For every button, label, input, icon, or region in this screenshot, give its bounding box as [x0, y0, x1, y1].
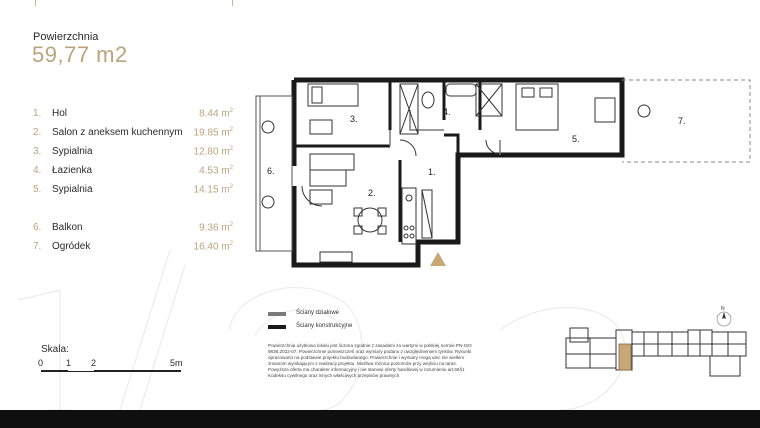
room-area: 14.15 $m^2$: [193, 184, 233, 196]
room-number: 3.: [33, 146, 42, 157]
room-area: 4.53 $m^2$: [199, 165, 233, 177]
room-name: Sypialnia: [52, 146, 93, 157]
plan-label-1: 1.: [428, 167, 436, 177]
area-value: 59,77 m2: [32, 42, 128, 67]
room-name: Balkon: [52, 222, 83, 233]
room-number: 5.: [33, 184, 42, 195]
footer-bar: [0, 410, 760, 428]
highlighted-unit: [619, 344, 631, 370]
scale-tick: 2: [91, 358, 97, 368]
plan-label-2: 2.: [368, 188, 376, 198]
room-number: 7.: [33, 241, 42, 252]
legend-partition: [268, 310, 388, 320]
scale-segment: [94, 370, 181, 372]
legend-structural: [268, 323, 388, 333]
area-label: Powierzchnia: [33, 31, 99, 43]
room-name: Salon z aneksem kuchennym: [52, 127, 183, 138]
room-number: 1.: [33, 108, 42, 119]
disclaimer-text: Powierzchnia użytkowa lokalu jest liczona zgodnie z zasadami za wartymi w polskiej normie PN-ISO 9836:2022-07. Powierzchnie pomieszczeń oraz wymiary podano z uwzględnieniem tynków. Rysunki opracowano na podstawie projektu budowlanego. Powierzchnie i wymiary mogą ulec nie wielkim zmianom wynikającym z realizacji projektu. Możliwa różnica poziomów przy wejściu na taras. Powyższa oferta ma charakter informacyjny i nie stanowi oferty handlowej w rozumieniu art.66§1 Kodeksu cywilnego oraz innych właściwych przepisów prawnych.: [268, 343, 472, 378]
room-name: Ogródek: [52, 241, 91, 252]
room-number: 2.: [33, 127, 42, 138]
room-row-ogrodek: [33, 241, 233, 255]
room-area: 9.36 $m^2$: [199, 222, 233, 234]
room-area: 12.80 $m^2$: [193, 146, 233, 158]
plan-label-6: 6.: [267, 166, 275, 176]
room-area: 16.40 $m^2$: [193, 241, 233, 253]
room-row-sypialnia-1: [33, 146, 233, 160]
floor-plan: [250, 70, 760, 275]
scale-label: Skala:: [41, 344, 69, 355]
room-area: 8.44 $m^2$: [199, 108, 233, 120]
room-number: 4.: [33, 165, 42, 176]
building-key-plan: [562, 322, 752, 382]
plan-label-4: 4.: [443, 107, 451, 117]
room-area: 19.85 $m^2$: [193, 127, 233, 139]
plan-label-3: 3.: [350, 114, 358, 124]
legend-swatch: [268, 325, 286, 329]
room-number: 6.: [33, 222, 42, 233]
room-name: Hol: [52, 108, 68, 119]
plan-label-7: 7.: [678, 116, 686, 126]
svg-text:N: N: [721, 306, 725, 312]
room-name: Sypialnia: [52, 184, 93, 195]
room-row-salon: [33, 127, 233, 141]
legend-text: Ściany konstrukcyjne: [296, 323, 353, 329]
scale-tick: 1: [66, 358, 72, 368]
plan-label-5: 5.: [572, 134, 580, 144]
room-row-hol: [33, 108, 233, 122]
scale-segment: [41, 370, 68, 372]
legend-text: Ściany działowe: [296, 310, 340, 316]
room-row-balkon: [33, 222, 233, 236]
room-name: Łazienka: [52, 165, 93, 176]
top-decoration: [0, 0, 760, 6]
top-tick: [35, 0, 36, 6]
scale-tick: 5m: [170, 358, 183, 368]
room-row-sypialnia-2: [33, 184, 233, 198]
top-tick: [232, 0, 233, 6]
room-row-lazienka: [33, 165, 233, 179]
scale-tick: 0: [38, 358, 44, 368]
legend-swatch: [268, 312, 286, 316]
